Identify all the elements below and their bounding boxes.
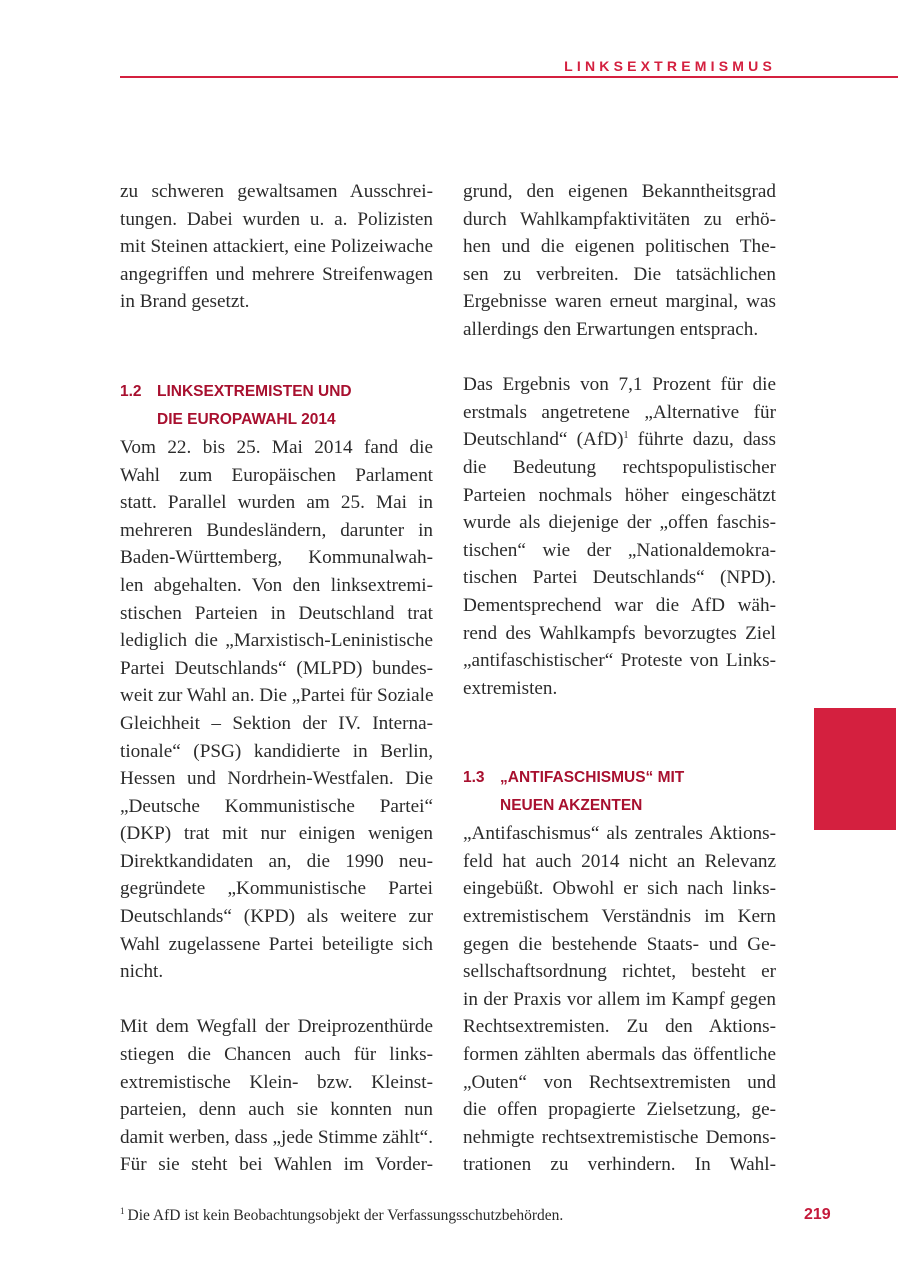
text-line: mit Steinen attackiert, eine Polizeiwache (120, 236, 433, 258)
text-line: extremistischem Verständnis im Kern (463, 906, 776, 928)
paragraph-afd (463, 371, 776, 702)
text-line: damit werben, dass „jede Stimme zählt“. (120, 1126, 433, 1148)
section-title-line: LINKSEXTREMISTEN UND (157, 382, 352, 400)
text-line: Wahl zum Europäischen Parlament (120, 464, 433, 486)
text-line: Partei Deutschlands“ (MLPD) bundes- (120, 657, 433, 679)
text-line: (DKP) trat mit nur einigen wenigen (120, 823, 433, 845)
spacer (120, 316, 433, 378)
text-line: durch Wahlkampfaktivitäten zu erhö- (463, 208, 776, 230)
text-line: in Brand gesetzt. (120, 291, 250, 313)
text-line: Für sie steht bei Wahlen im Vorder- (120, 1154, 433, 1176)
section-heading-1-3 (463, 764, 776, 820)
text-line: statt. Parallel wurden am 25. Mai in (120, 492, 433, 514)
text-line: „Antifaschismus“ als zentrales Aktions- (463, 823, 776, 845)
text-line: lediglich die „Marxistisch-Leninistische (120, 630, 433, 652)
text-line: erstmals angetretene „Alternative für (463, 401, 776, 423)
footnote-reference[interactable]: 1 (623, 430, 629, 442)
text-line: Das Ergebnis von 7,1 Prozent für die (463, 374, 776, 396)
text-line: Hessen und Nordrhein-Westfalen. Die (120, 768, 433, 790)
text-line: nehmigte rechtsextremistische Demons- (463, 1126, 776, 1148)
paragraph (120, 1013, 433, 1179)
text-line: grund, den eigenen Bekanntheitsgrad (463, 181, 776, 202)
text-line: sellschaftsordnung richtet, besteht er (463, 961, 776, 983)
text-line: Ergebnisse waren erneut marginal, was (463, 291, 776, 313)
text-line: „Outen“ von Rechtsextremisten und (463, 1071, 776, 1093)
spacer (463, 344, 776, 372)
text-line: stiegen die Chancen auch für links- (120, 1044, 433, 1066)
text-line: stischen Parteien in Deutschland trat (120, 602, 433, 624)
section-number: 1.3 (463, 769, 485, 787)
running-head: LINKSEXTREMISMUS (564, 58, 776, 74)
text-line: sen zu verbreiten. Die tatsächlichen (463, 263, 776, 285)
text-line: rend des Wahlkampfs bevorzugtes Ziel (463, 622, 776, 644)
paragraph (463, 820, 776, 1179)
text-line: die Bedeutung rechtspopulistischer (463, 456, 776, 478)
text-line: Mit dem Wegfall der Dreiprozenthürde (120, 1016, 433, 1038)
text-line: extremistische Klein- bzw. Kleinst- (120, 1071, 433, 1093)
text-line: gegen die bestehende Staats- und Ge- (463, 933, 776, 955)
text-line: nicht. (120, 961, 164, 983)
text-line (463, 426, 776, 454)
text-line: wurde als diejenige der „offen faschis- (463, 512, 776, 534)
spacer (463, 702, 776, 764)
text-fragment: Deutschland“ (AfD) (463, 429, 624, 451)
footnote (120, 1207, 563, 1225)
paragraph-continued (463, 178, 776, 344)
spacer (120, 986, 433, 1014)
text-line: Rechtsextremisten. Zu den Aktions- (463, 1016, 776, 1038)
text-line: hen und die eigenen politischen The- (463, 236, 776, 258)
page-number: 219 (804, 1206, 831, 1223)
text-line: tischen“ wie der „Nationaldemokra- (463, 539, 776, 561)
text-line: trationen zu verhindern. In Wahl- (463, 1154, 776, 1176)
text-line: zu schweren gewaltsamen Ausschrei- (120, 181, 433, 202)
text-line: Parteien nochmals höher eingeschätzt (463, 484, 776, 506)
text-line: eingebüßt. Obwohl er sich nach links- (463, 878, 776, 900)
text-line: formen zählten abermals das öffentliche (463, 1044, 776, 1066)
text-line: Direktkandidaten an, die 1990 neu- (120, 850, 433, 872)
text-line: tionale“ (PSG) kandidierte in Berlin, (120, 740, 433, 762)
text-line: allerdings den Erwartungen entsprach. (463, 318, 759, 340)
text-fragment: führte dazu, dass (628, 429, 776, 451)
text-line: Dementsprechend war die AfD wäh- (463, 594, 776, 616)
section-title-line: NEUEN AKZENTEN (500, 797, 643, 815)
text-line: Gleichheit – Sektion der IV. Interna- (120, 712, 433, 734)
right-column (463, 178, 776, 1179)
text-line: Baden-Württemberg, Kommunalwah- (120, 547, 433, 569)
paragraph-continued (120, 178, 433, 316)
text-line: weit zur Wahl an. Die „Partei für Soziale (120, 685, 434, 707)
footnote-marker: 1 (120, 1206, 125, 1216)
text-line: „Deutsche Kommunistische Partei“ (120, 795, 433, 817)
text-line: Vom 22. bis 25. Mai 2014 fand die (120, 436, 433, 458)
text-line: mehreren Bundesländern, darunter in (120, 519, 433, 541)
text-line: extremisten. (463, 677, 558, 699)
section-title-line: „ANTIFASCHISMUS“ MIT (500, 769, 685, 787)
text-line: Wahl zugelassene Partei beteiligte sich (120, 933, 433, 955)
footnote-text: Die AfD ist kein Beobachtungsobjekt der Verfassungsschutzbehörden. (127, 1207, 564, 1224)
text-line: tungen. Dabei wurden u. a. Polizisten (120, 208, 433, 230)
left-column (120, 178, 433, 1179)
text-line: gegründete „Kommunistische Partei (120, 878, 433, 900)
text-line: tischen Partei Deutschlands“ (NPD). (463, 567, 776, 589)
chapter-thumb-tab (814, 708, 896, 830)
header-rule (120, 76, 898, 78)
section-heading-1-2 (120, 378, 433, 434)
text-line: parteien, denn auch sie konnten nun (120, 1099, 433, 1121)
text-line: len abgehalten. Von den linksextremi- (120, 574, 433, 596)
text-line: in der Praxis vor allem im Kampf gegen (463, 988, 776, 1010)
text-line: Deutschlands“ (KPD) als weitere zur (120, 906, 433, 928)
text-line: angegriffen und mehrere Streifenwagen (120, 263, 433, 285)
text-line: die offen propagierte Zielsetzung, ge- (463, 1099, 776, 1121)
text-line: feld hat auch 2014 nicht an Relevanz (463, 850, 776, 872)
text-line: „antifaschistischer“ Proteste von Links- (463, 650, 776, 672)
paragraph (120, 434, 433, 986)
section-title-line: DIE EUROPAWAHL 2014 (157, 410, 336, 428)
section-number: 1.2 (120, 382, 142, 400)
